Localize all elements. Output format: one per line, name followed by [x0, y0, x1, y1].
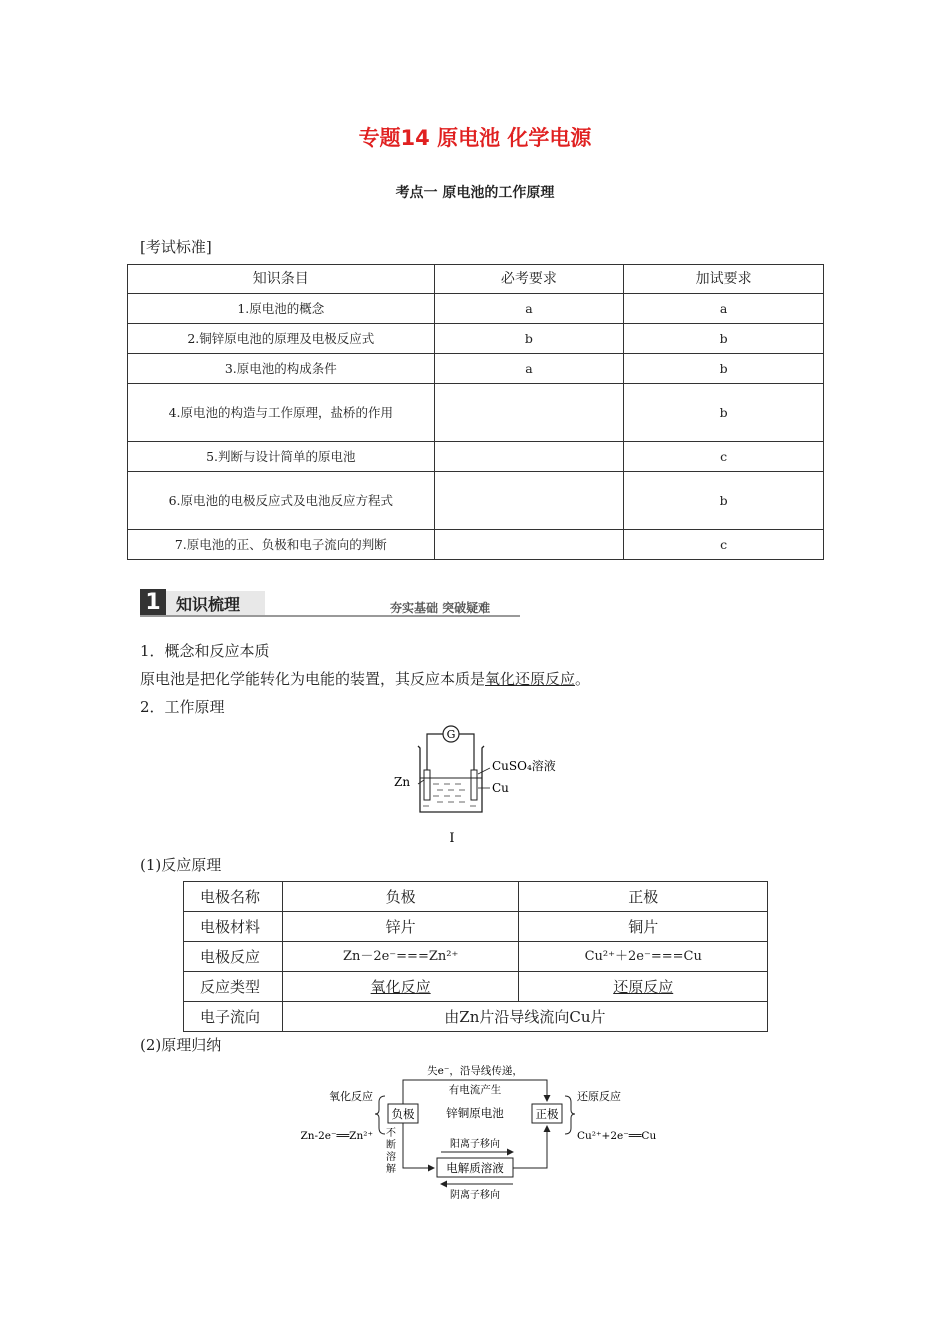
section-banner-title: 知识梳理 [176, 595, 241, 614]
table-row [184, 942, 768, 972]
positive-cell: Cu²⁺＋2e⁻===Cu [519, 942, 768, 972]
negative-cell: 氧化反应 [282, 972, 519, 1002]
table-row [184, 1002, 768, 1032]
header-cell: 必考要求 [434, 265, 624, 294]
right-brace [565, 1096, 575, 1134]
concept-text: 原电池是把化学能转化为电能的装置，其反应本质是 [140, 670, 486, 688]
table-cell: 4.原电池的构造与工作原理，盐桥的作用 [128, 384, 435, 442]
negative-cell: Zn－2e⁻===Zn²⁺ [282, 942, 519, 972]
zn-cu-cell-label: 锌铜原电池 [446, 1106, 504, 1120]
reaction-principle-heading: (1)反应原理 [140, 856, 222, 874]
concept-answer: 氧化还原反应 [485, 670, 576, 688]
table-row [128, 384, 824, 442]
concept-paragraph [140, 668, 590, 689]
table-cell [434, 442, 624, 472]
table-cell: b [624, 472, 824, 530]
oxidation-label: 氧化反应 [329, 1090, 373, 1103]
positive-box-label: 正极 [535, 1107, 559, 1121]
cation-migration-label: 阳离子移向 [450, 1139, 500, 1150]
figure-caption: I [449, 831, 455, 846]
header-cell: 知识条目 [128, 265, 435, 294]
left-brace [375, 1096, 385, 1134]
table-row [128, 294, 824, 324]
table-cell: 5.判断与设计简单的原电池 [128, 442, 435, 472]
table-cell [434, 530, 624, 560]
dissolve-char: 断 [386, 1140, 396, 1151]
table-cell: 1.原电池的概念 [128, 294, 435, 324]
concept-punct: 。 [575, 670, 591, 688]
row-label: 反应类型 [184, 972, 283, 1002]
principle-heading: 2．工作原理 [140, 698, 225, 716]
table-header-row [128, 265, 824, 294]
cu-electrode [471, 770, 477, 800]
positive-reaction: Cu²⁺+2e⁻══Cu [577, 1130, 657, 1142]
dissolve-char: 解 [386, 1164, 396, 1175]
header-cell: 加试要求 [624, 265, 824, 294]
table-cell [434, 384, 624, 442]
exam-standard-label: [考试标准] [140, 238, 212, 256]
zn-label: Zn [394, 775, 411, 789]
standards-table [127, 264, 824, 560]
table-cell: c [624, 442, 824, 472]
table-row [128, 354, 824, 384]
reaction-principle-table [183, 881, 768, 1032]
cu-label: Cu [492, 781, 509, 795]
summary-heading: (2)原理归纳 [140, 1036, 222, 1054]
table-cell [434, 472, 624, 530]
table-cell: 2.铜锌原电池的原理及电极反应式 [128, 324, 435, 354]
reduction-label: 还原反应 [577, 1090, 621, 1103]
zn-electrode [424, 770, 430, 800]
negative-cell: 负极 [282, 882, 519, 912]
table-cell: 7.原电池的正、负极和电子流向的判断 [128, 530, 435, 560]
anion-migration-label: 阴离子移向 [450, 1190, 500, 1201]
section-subtitle: 考点一 原电池的工作原理 [395, 185, 555, 201]
table-cell: b [434, 324, 624, 354]
page-title: 专题14 原电池 化学电源 [358, 126, 592, 150]
table-cell: c [624, 530, 824, 560]
galvanic-cell-diagram [390, 722, 570, 847]
table-cell: a [624, 294, 824, 324]
row-label: 电极名称 [184, 882, 283, 912]
dissolve-char: 溶 [386, 1152, 396, 1163]
table-cell: b [624, 384, 824, 442]
principle-summary-diagram [295, 1060, 675, 1210]
positive-cell: 还原反应 [519, 972, 768, 1002]
table-row [184, 972, 768, 1002]
row-label: 电极反应 [184, 942, 283, 972]
row-label: 电极材料 [184, 912, 283, 942]
concept-heading: 1．概念和反应本质 [140, 642, 270, 660]
table-cell: b [624, 354, 824, 384]
current-text: 有电流产生 [448, 1084, 502, 1096]
table-cell: a [434, 294, 624, 324]
section-number-badge: 1 [140, 589, 166, 617]
positive-cell: 正极 [519, 882, 768, 912]
table-row [128, 530, 824, 560]
table-row [128, 442, 824, 472]
negative-cell: 锌片 [282, 912, 519, 942]
row-label: 电子流向 [184, 1002, 283, 1032]
electron-transfer-text: 失e⁻，沿导线传递， [427, 1065, 523, 1077]
galvanometer-label: G [446, 728, 456, 741]
positive-cell: 铜片 [519, 912, 768, 942]
table-cell: 6.原电池的电极反应式及电池反应方程式 [128, 472, 435, 530]
table-cell: a [434, 354, 624, 384]
table-row [184, 882, 768, 912]
section-banner-subtitle: 夯实基础 突破疑难 [390, 601, 491, 615]
negative-reaction: Zn-2e⁻══Zn²⁺ [300, 1130, 373, 1142]
dissolve-char: 不 [386, 1128, 396, 1139]
electrolyte-label: 电解质溶液 [446, 1161, 504, 1175]
electron-flow-cell: 由Zn片沿导线流向Cu片 [282, 1002, 767, 1032]
table-cell: b [624, 324, 824, 354]
table-cell: 3.原电池的构成条件 [128, 354, 435, 384]
cuso4-label: CuSO₄溶液 [492, 759, 556, 773]
table-row [128, 472, 824, 530]
table-row [128, 324, 824, 354]
table-row [184, 912, 768, 942]
negative-box-label: 负极 [391, 1107, 415, 1121]
